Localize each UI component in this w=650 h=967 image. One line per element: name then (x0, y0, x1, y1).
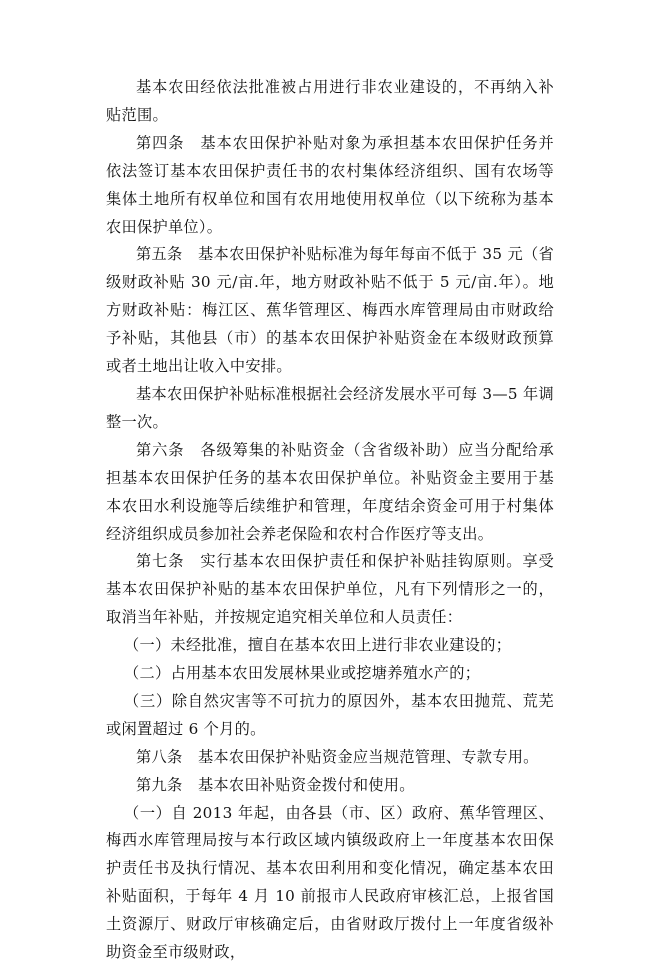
document-body (106, 74, 554, 967)
paragraph-exclusion: 基本农田经依法批准被占用进行非农业建设的，不再纳入补贴范围。 (106, 78, 554, 124)
article-4: 第四条 基本农田保护补贴对象为承担基本农田保护任务并依法签订基本农田保护责任书的农村集体经济组织、国有农场等集体土地所有权单位和国有农用地使用权单位（以下统称为基本农田保护单位）。 (106, 133, 554, 236)
article-7-item-3: （三）除自然灾害等不可抗力的原因外，基本农田抛荒、荒芜或闲置超过 6 个月的。 (106, 691, 554, 738)
article-9-item-1: （一）自 2013 年起，由各县（市、区）政府、蕉华管理区、梅西水库管理局按与本行政区域内镇级政府上一年度基本农田保护责任书及执行情况、基本农田利用和变化情况，确定基本农田补贴面积，于每年 4 月 10 前报市人民政府审核汇总，上报省国土资源厅、财政厅审核确定后，由省财政厅拨付上一年度省级补助资金至市级财政， (106, 803, 554, 962)
article-8: 第八条 基本农田保护补贴资金应当规范管理、专款专用。 (136, 747, 539, 766)
article-7: 第七条 实行基本农田保护责任和保护补贴挂钩原则。享受基本农田保护补贴的基本农田保护单位，凡有下列情形之一的，取消当年补贴，并按规定追究相关单位和人员责任： (106, 552, 554, 627)
article-5: 第五条 基本农田保护补贴标准为每年每亩不低于 35 元（省级财政补贴 30 元/亩.年，地方财政补贴不低于 5 元/亩.年）。地方财政补贴：梅江区、蕉华管理区、梅西水库管理局由市财政给予补贴，其他县（市）的基本农田保护补贴资金在本级财政预算或者土地出让收入中安排。 (106, 245, 554, 376)
article-7-item-2: （二）占用基本农田发展林果业或挖塘养殖水产的； (124, 664, 481, 683)
article-9: 第九条 基本农田补贴资金拨付和使用。 (136, 775, 415, 794)
article-7-item-1: （一）未经批准，擅自在基本农田上进行非农业建设的； (124, 636, 512, 655)
paragraph-adjustment: 基本农田保护补贴标准根据社会经济发展水平可每 3—5 年调整一次。 (106, 384, 554, 431)
article-6: 第六条 各级筹集的补贴资金（含省级补助）应当分配给承担基本农田保护任务的基本农田保护单位。补贴资金主要用于基本农田水利设施等后续维护和管理，年度结余资金可用于村集体经济组织成员参加社会养老保险和农村合作医疗等支出。 (106, 440, 554, 543)
